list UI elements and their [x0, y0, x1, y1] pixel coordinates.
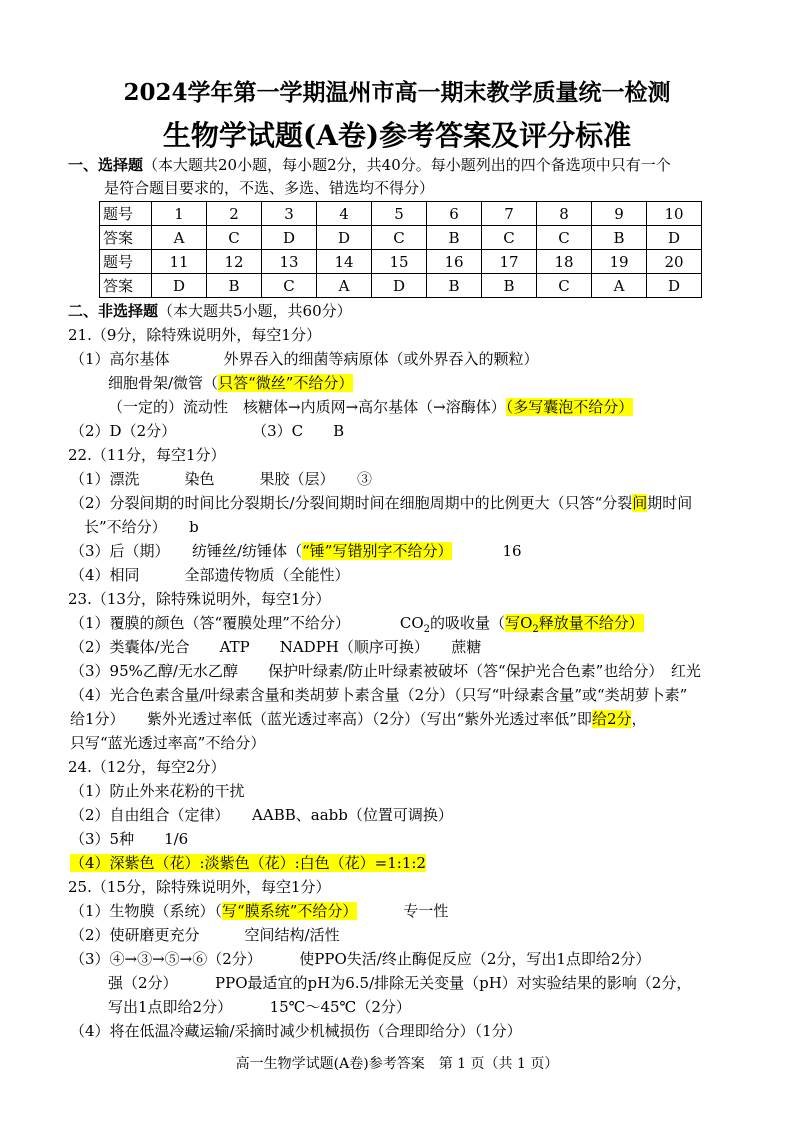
q21-l2-highlight: 只答“微丝”不给分）: [218, 374, 354, 392]
table-cell: 18: [537, 250, 592, 274]
table-cell: 5: [372, 202, 427, 226]
table-cell: 10: [647, 202, 702, 226]
q21-l1a: （1）高尔基体: [70, 350, 170, 368]
table-row: [100, 250, 702, 274]
q23-l5-highlight: 给2分: [591, 710, 632, 728]
table-cell: 16: [427, 250, 482, 274]
table-cell: C: [262, 274, 317, 298]
q25-line6: （4）将在低温冷藏运输/采摘时减少机械损伤（合理即给分）（1分）: [70, 1022, 522, 1040]
section1-intro: [68, 155, 671, 175]
section1-heading: 一、选择题: [68, 156, 144, 174]
table-cell: B: [207, 274, 262, 298]
q23-l1c: 的吸收量（: [430, 614, 506, 632]
answer-table: [99, 201, 702, 298]
table-cell: C: [207, 226, 262, 250]
q21-l4b: （3）C B: [252, 422, 345, 440]
q23-line5: [70, 709, 647, 729]
table-cell: 7: [482, 202, 537, 226]
table-cell: D: [647, 274, 702, 298]
q25-l1b: 专一性: [403, 902, 449, 920]
q25-line5: 写出1点即给2分） 15℃～45℃（2分）: [108, 998, 411, 1016]
q24-line4: [70, 853, 426, 873]
q21-line1: [70, 349, 539, 369]
table-cell: C: [537, 274, 592, 298]
table-row-header: 题号: [100, 202, 152, 226]
q21-l3a: （一定的）流动性 核糖体→内质网→高尔基体（→溶酶体）: [108, 398, 506, 416]
q25-line4: 强（2分） PPO最适宜的pH为6.5/排除无关变量（pH）对实验结果的影响（2分，: [108, 974, 692, 992]
table-cell: 2: [207, 202, 262, 226]
table-row-header: 答案: [100, 274, 152, 298]
q22-line1: （1）漂洗 染色 果胶（层） ③: [70, 470, 373, 488]
q22-head: 22.（11分，每空1分）: [68, 446, 226, 464]
table-cell: 19: [592, 250, 647, 274]
table-cell: D: [317, 226, 372, 250]
table-cell: 14: [317, 250, 372, 274]
q23-l1a: （1）覆膜的颜色（答“覆膜处理”不给分）: [70, 614, 350, 632]
q21-l2a: 细胞骨架/微管（: [108, 374, 219, 392]
table-cell: 20: [647, 250, 702, 274]
q23-head: 23.（13分，除特殊说明外，每空1分）: [68, 590, 331, 608]
answer-title: 生物学试题(A卷)参考答案及评分标准: [162, 119, 632, 152]
table-row: [100, 274, 702, 298]
q21-head: 21.（9分，除特殊说明外，每空1分）: [68, 326, 321, 344]
table-cell: D: [262, 226, 317, 250]
q25-line1: [70, 901, 448, 921]
q24-line3: （3）5种 1/6: [70, 830, 189, 848]
q25-head: 25.（15分，除特殊说明外，每空1分）: [68, 878, 331, 896]
table-cell: B: [482, 274, 537, 298]
q21-l4a: （2）D（2分）: [70, 422, 177, 440]
q23-l1-hlsub: 2: [532, 624, 539, 635]
table-cell: D: [152, 274, 207, 298]
table-row-header: 答案: [100, 226, 152, 250]
table-cell: 1: [152, 202, 207, 226]
q22-l2-highlight: 间: [632, 494, 648, 512]
table-cell: A: [317, 274, 372, 298]
page-footer: 高一生物学试题(A卷)参考答案 第 1 页（共 1 页）: [235, 1056, 559, 1072]
q21-line2: [108, 373, 353, 393]
q22-line2: [70, 493, 692, 513]
q21-l3-highlight: （多写囊泡不给分）: [505, 398, 634, 416]
q22-l4b: 16: [502, 542, 522, 560]
table-row-header: 题号: [100, 250, 152, 274]
table-cell: 3: [262, 202, 317, 226]
q25-l1-highlight: 写“膜系统”不给分）: [222, 902, 358, 920]
table-cell: 12: [207, 250, 262, 274]
q23-line1: [70, 613, 644, 640]
q23-l5a: 给1分） 紫外光透过率低（蓝光透过率高）（2分）（写出“紫外光透过率低”即: [70, 710, 592, 728]
q23-l1-hl2: 释放量不给分）: [538, 614, 644, 632]
q24-line2: （2）自由组合（定律） AABB、aabb（位置可调换）: [70, 806, 453, 824]
q23-line4: （4）光合色素含量/叶绿素含量和类胡萝卜素含量（2分）（只写“叶绿素含量”或“类胡萝卜素”: [70, 686, 688, 704]
table-cell: 15: [372, 250, 427, 274]
section2-note: （本大题共5小题，共60分）: [158, 302, 352, 320]
q23-l1-highlight: [505, 614, 644, 635]
q21-l1b: 外界吞入的细菌等病原体（或外界吞入的颗粒）: [223, 350, 539, 368]
q22-line4: [70, 541, 522, 561]
q23-l5b: ，: [631, 710, 647, 728]
exam-title: 2024学年第一学期温州市高一期末教学质量统一检测: [123, 79, 671, 106]
table-cell: 11: [152, 250, 207, 274]
q22-line5: （4）相同 全部遗传物质（全能性）: [70, 566, 350, 584]
table-cell: 6: [427, 202, 482, 226]
table-row: [100, 226, 702, 250]
table-cell: A: [592, 274, 647, 298]
q24-l4-highlight: （4）深紫色（花）:淡紫色（花）:白色（花）=1:1:2: [70, 854, 426, 872]
section2-heading: 二、非选择题: [68, 302, 159, 320]
section1-note1: （本大题共20小题，每小题2分，共40分。每小题列出的四个备选项中只有一个: [143, 156, 671, 174]
q24-head: 24.（12分，每空2分）: [68, 758, 226, 776]
table-row: [100, 202, 702, 226]
table-cell: B: [427, 274, 482, 298]
q23-l1-hl1: 写O: [505, 614, 533, 632]
table-cell: C: [372, 226, 427, 250]
q23-l1-sub: 2: [423, 624, 431, 635]
q22-line3: 长”不给分） b: [84, 518, 199, 536]
table-cell: 9: [592, 202, 647, 226]
table-cell: D: [372, 274, 427, 298]
table-cell: 17: [482, 250, 537, 274]
q22-l2b: 期时间: [647, 494, 693, 512]
q21-line3: [108, 397, 633, 417]
table-cell: B: [427, 226, 482, 250]
q25-line3: （3）④→③→⑤→⑥（2分） 使PPO失活/终止酶促反应（2分，写出1点即给2分）: [70, 950, 651, 968]
table-cell: 4: [317, 202, 372, 226]
q23-line3: （3）95%乙醇/无水乙醇 保护叶绿素/防止叶绿素被破坏（答“保护光合色素”也给分） 红光: [70, 662, 701, 680]
q23-l1b: CO: [399, 614, 424, 632]
q25-line2: （2）使研磨更充分 空间结构/活性: [70, 926, 340, 944]
table-cell: D: [647, 226, 702, 250]
q24-line1: （1）防止外来花粉的干扰: [70, 782, 245, 800]
q23-line2: （2）类囊体/光合 ATP NADPH（顺序可换） 蔗糖: [70, 638, 482, 656]
section1-note2: 是符合题目要求的，不选、多选、错选均不得分）: [104, 179, 435, 197]
table-cell: C: [537, 226, 592, 250]
table-cell: B: [592, 226, 647, 250]
q22-l4-highlight: “锤”写错别字不给分）: [302, 542, 453, 560]
table-cell: C: [482, 226, 537, 250]
q22-l4a: （3）后（期） 纺锤丝/纺锤体（: [70, 542, 303, 560]
table-cell: 13: [262, 250, 317, 274]
q25-l1a: （1）生物膜（系统）（: [70, 902, 223, 920]
section2-intro: [68, 301, 352, 321]
q23-line6: 只写“蓝光透过率高”不给分）: [70, 734, 266, 752]
table-cell: 8: [537, 202, 592, 226]
q22-l2a: （2）分裂间期的时间比分裂期长/分裂间期时间在细胞周期中的比例更大（只答“分裂: [70, 494, 633, 512]
table-cell: A: [152, 226, 207, 250]
q21-line4: [70, 421, 344, 441]
